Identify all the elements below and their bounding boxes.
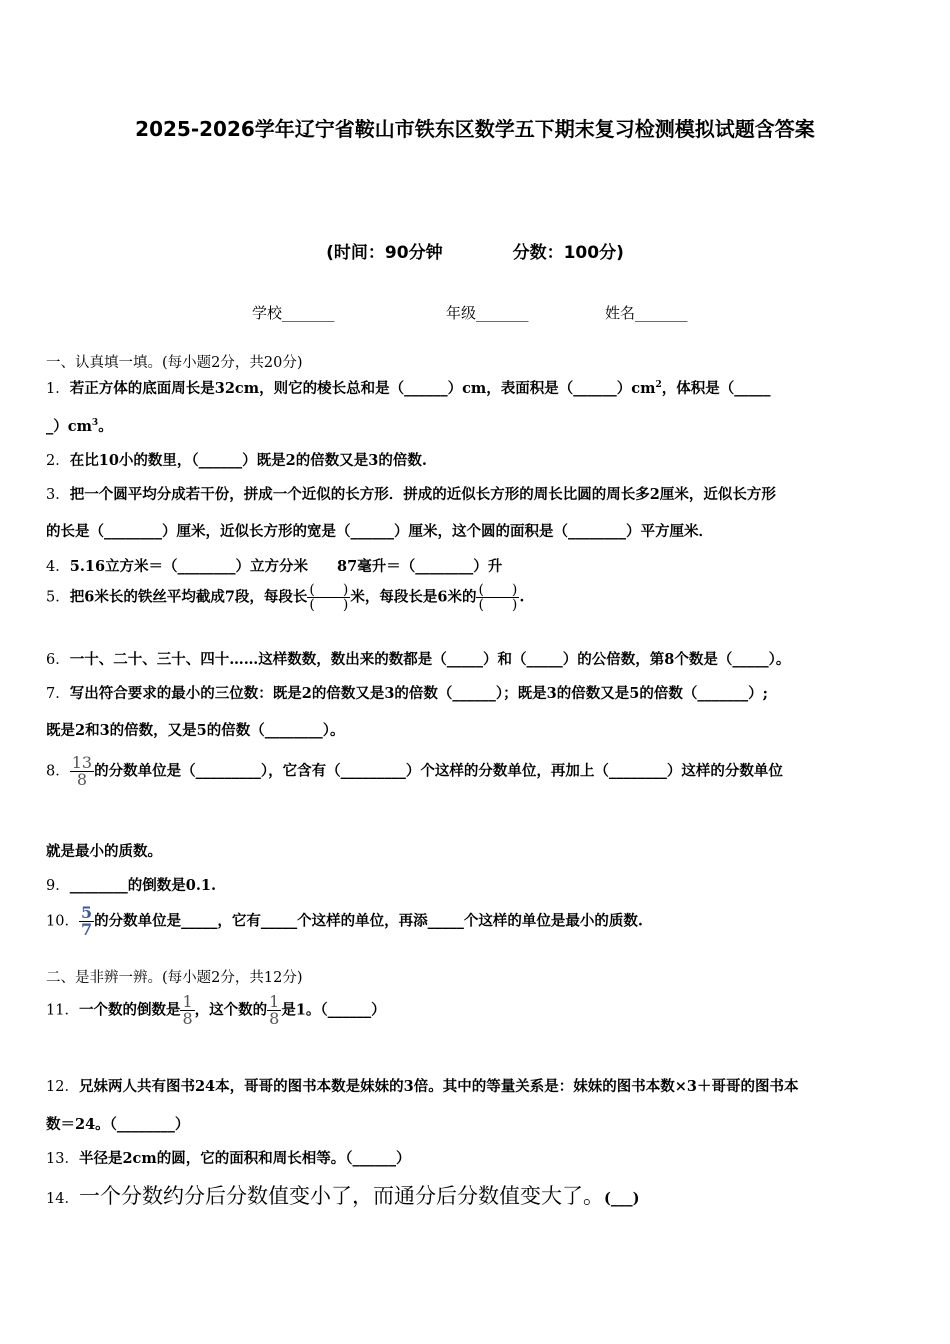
exam-time-score bbox=[0, 238, 950, 263]
fraction-blank: $\frac{( )}{( )}$ bbox=[309, 582, 349, 613]
question-10: 10． $\frac{5}{7}$ 的分数单位是_____，它有_____个这样的单位，再添_____个这样的单位是最小的质数. bbox=[46, 903, 643, 939]
page-title: 2025-2026学年辽宁省鞍山市铁东区数学五下期末复习检测模拟试题含答案 bbox=[135, 117, 815, 141]
question-4: 4．5.16立方米＝（________）立方分米 87毫升＝（________）升 bbox=[46, 558, 503, 575]
section-2-heading: 二、是非辨一辨。(每小题2分，共12分) bbox=[46, 970, 303, 986]
section-1-heading: 一、认真填一填。(每小题2分，共20分) bbox=[46, 355, 303, 371]
fraction-5-7: $\frac{5}{7}$ bbox=[80, 903, 93, 939]
question-number: 1． bbox=[46, 381, 70, 397]
grade-field[interactable]: 年级_______ bbox=[446, 304, 529, 322]
question-9: 9．________的倒数是0.1. bbox=[46, 877, 217, 894]
question-3-cont: 的长是（________）厘米，近似长方形的宽是（______）厘米，这个圆的面积是（________）平方厘米． bbox=[46, 523, 713, 540]
question-8: 8． $\frac{13}{8}$ 的分数单位是（_________），它含有（_________）个这样的分数单位，再加上（________）这样的分数单位 bbox=[46, 753, 783, 789]
question-12-cont: 数＝24。（________） bbox=[46, 1116, 190, 1133]
fraction-blank: $\frac{( )}{( )}$ bbox=[478, 582, 518, 613]
question-2: 2．在比10小的数里，（______）既是2的倍数又是3的倍数. bbox=[46, 452, 427, 469]
fraction-1-8: $\frac{1}{8}$ bbox=[182, 992, 193, 1028]
question-7: 7．写出符合要求的最小的三位数：既是2的倍数又是3的倍数（______）；既是3的倍数又是5的倍数（_______）; bbox=[46, 685, 768, 702]
fraction-13-8: $\frac{13}{8}$ bbox=[71, 753, 93, 789]
question-6: 6．一十、二十、三十、四十……这样数数，数出来的数都是（_____）和（_____）的公倍数，第8个数是（_____）。 bbox=[46, 651, 791, 668]
question-11: 11．一个数的倒数是 $\frac{1}{8}$ ，这个数的 $\frac{1}{8}$ 是1。（______） bbox=[46, 992, 386, 1028]
question-13: 13．半径是2cm的圆，它的面积和周长相等。（______） bbox=[46, 1150, 411, 1167]
question-7-cont: 既是2和3的倍数，又是5的倍数（________）。 bbox=[46, 722, 345, 739]
question-3: 3．把一个圆平均分成若干份，拼成一个近似的长方形．拼成的近似长方形的周长比圆的周长多2厘米，近似长方形 bbox=[46, 486, 776, 503]
name-field[interactable]: 姓名_______ bbox=[605, 304, 688, 322]
question-5: 5．把6米长的铁丝平均截成7段，每段长 $\frac{( )}{( )}$ 米，每段长是6米的 $\frac{( )}{( )}$ . bbox=[46, 582, 525, 613]
question-14: 14．一个分数约分后分数值变小了，而通分后分数值变大了。(___) bbox=[46, 1184, 640, 1208]
school-field[interactable]: 学校_______ bbox=[252, 304, 335, 322]
question-12: 12．兄妹两人共有图书24本，哥哥的图书本数是妹妹的3倍。其中的等量关系是：妹妹的图书本数×3＋哥哥的图书本 bbox=[46, 1078, 799, 1095]
question-1-cont: $\_)cm^3$。 bbox=[46, 418, 113, 435]
fraction-1-8: $\frac{1}{8}$ bbox=[269, 992, 280, 1028]
exam-time: (时间：90分钟 bbox=[326, 243, 443, 263]
question-8-cont: 就是最小的质数。 bbox=[46, 843, 162, 860]
question-1: 1．若正方体的底面周长是32cm，则它的棱长总和是（______）cm，表面积是$(\_\_\_\_\_\_)cm^2$，体积是（_____ bbox=[46, 380, 771, 397]
exam-score: 分数：100分) bbox=[512, 243, 624, 263]
